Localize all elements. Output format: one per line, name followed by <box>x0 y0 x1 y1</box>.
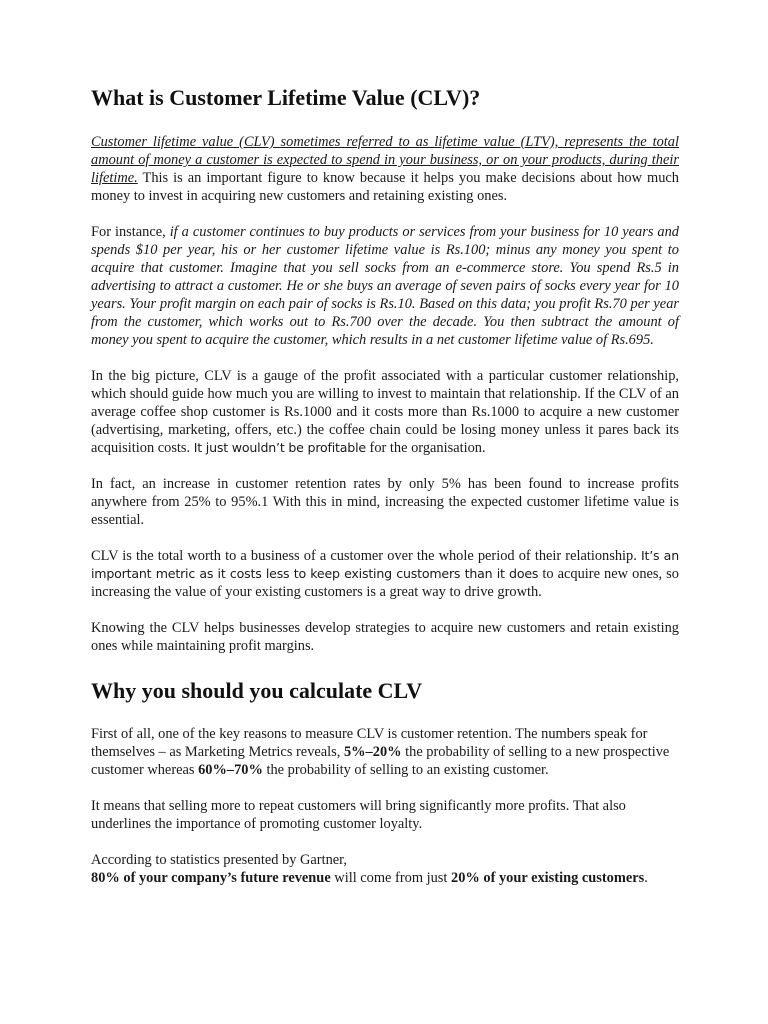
paragraph-retention-rates: In fact, an increase in customer retention rates by only 5% has been found to increase profits anywhere from 25% to 95%.1 With this in mind, increasing the expected customer lifetime value is essential. <box>91 476 679 528</box>
paragraph-definition <box>91 133 679 205</box>
paragraph-example <box>91 223 679 349</box>
paragraph-text: the probability of selling to a new prospective customer whereas <box>91 744 670 778</box>
paragraph-text: to acquire new ones, so increasing the value of your existing customers is a great way to drive growth. <box>91 566 679 600</box>
heading-what-is-clv: What is Customer Lifetime Value (CLV)? <box>91 85 481 110</box>
document-page <box>91 84 679 887</box>
bold-stat: 80% of your company’s future revenue <box>91 870 331 886</box>
alt-font-text: It’s an important metric as it costs less to keep existing customers than it does <box>91 548 679 581</box>
paragraph-text: will come from just <box>330 870 452 886</box>
paragraph-total-worth <box>91 547 679 601</box>
paragraph-gartner-intro: According to statistics presented by Gartner, <box>91 852 347 868</box>
bold-stat: 5%–20% <box>343 744 402 760</box>
bold-stat: 20% of your existing customers <box>451 870 645 886</box>
paragraph-text: CLV is the total worth to a business of a customer over the whole period of their relationship. <box>91 548 641 564</box>
paragraph-text: In the big picture, CLV is a gauge of the profit associated with a particular customer relationship, which should guide how much you are willing to invest to maintain that relationship. If the CLV of an average coffee shop customer is Rs.1000 and it costs more than Rs.1000 to acquire a new customer (advertising, marketing, offers, etc.) the coffee chain could be losing money unless it pares back its acquisition costs. <box>91 368 679 456</box>
clv-definition-text: Customer lifetime value (CLV) sometimes referred to as lifetime value (LTV), represents the total amount of money a customer is expected to spend in your business, or on your products, during their lifetime. <box>91 134 679 186</box>
paragraph-first-of-all <box>91 725 679 779</box>
paragraph-text: First of all, one of the key reasons to measure CLV is customer retention. The numbers speak for themselves – as Marketing Metrics reveals, <box>91 726 648 760</box>
alt-font-text: It just wouldn’t be profitable <box>193 440 366 455</box>
paragraph-text: for the organisation. <box>365 440 486 456</box>
paragraph-repeat-customers: It means that selling more to repeat customers will bring significantly more profits. That also underlines the importance of promoting customer loyalty. <box>91 798 626 832</box>
paragraph-text: This is an important figure to know because it helps you make decisions about how much money to invest in acquiring new customers and retaining existing ones. <box>91 170 679 204</box>
paragraph-gartner-stat <box>91 869 679 887</box>
paragraph-big-picture <box>91 367 679 457</box>
paragraph-text: For instance, <box>91 224 170 240</box>
example-text: if a customer continues to buy products or services from your business for 10 years and spends $10 per year, his or her customer lifetime value is Rs.100; minus any money you spent to acquire that customer. Imagine that you sell socks from an e-commerce store. You spend Rs.5 in advertising to attract a customer. He or she buys an average of seven pairs of socks every year for 10 years. Your profit margin on each pair of socks is Rs.10. Based on this data; you profit Rs.70 per year from the customer, which works out to Rs.700 over the decade. You then subtract the amount of money you spent to acquire the customer, which results in a net customer lifetime value of Rs.695. <box>91 224 679 348</box>
heading-why-calculate-clv: Why you should you calculate CLV <box>91 678 423 703</box>
paragraph-text: the probability of selling to an existing customer. <box>262 762 549 778</box>
paragraph-strategies: Knowing the CLV helps businesses develop strategies to acquire new customers and retain existing ones while maintaining profit margins. <box>91 620 679 654</box>
bold-stat: 60%–70% <box>198 762 263 778</box>
paragraph-text: . <box>644 870 648 886</box>
